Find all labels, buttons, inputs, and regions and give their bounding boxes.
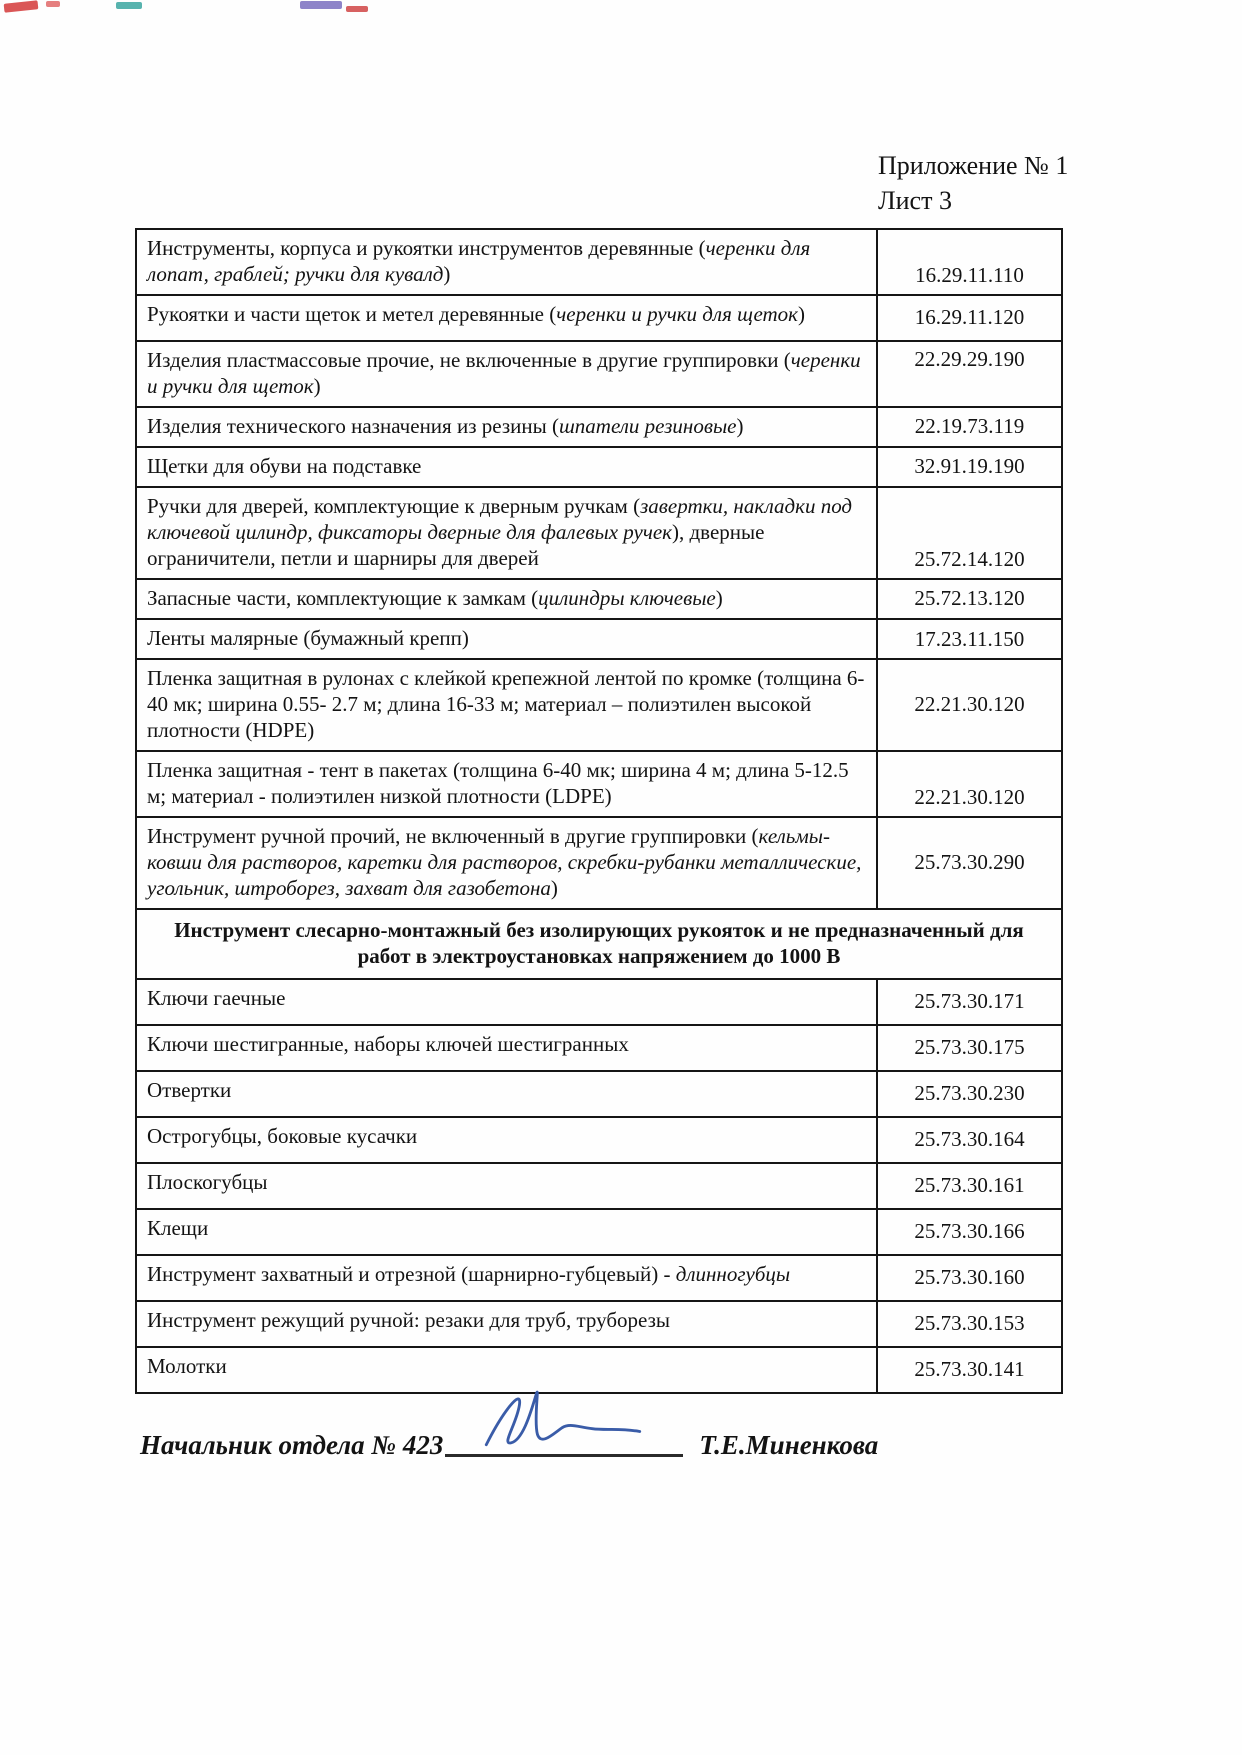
item-code: 25.73.30.160 (877, 1255, 1062, 1301)
table-row (136, 1209, 1062, 1255)
table-row (136, 229, 1062, 295)
signature-icon (473, 1382, 653, 1464)
item-description (136, 1255, 877, 1301)
scan-artifact (116, 2, 142, 9)
table-row (136, 579, 1062, 619)
description-segment: Рукоятки и части щеток и метел деревянные ( (147, 302, 557, 326)
item-description (136, 295, 877, 341)
item-description (136, 1301, 877, 1347)
signature-line (445, 1448, 683, 1457)
signature-stroke (487, 1392, 640, 1445)
table-row (136, 1025, 1062, 1071)
item-description (136, 1071, 877, 1117)
table-row (136, 1071, 1062, 1117)
appendix-header (878, 148, 1068, 218)
item-description (136, 1025, 877, 1071)
item-code: 25.73.30.161 (877, 1163, 1062, 1209)
item-code: 25.72.14.120 (877, 487, 1062, 579)
description-segment: Пленка защитная - тент в пакетах (толщина 6-40 мк; ширина 4 м; длина 5-12.5 м; материал - полиэтилен низкой плотности (LDPE) (147, 758, 849, 808)
codes-table-body (136, 229, 1062, 1393)
item-description (136, 229, 877, 295)
description-segment-italic: цилиндры ключевые (538, 586, 716, 610)
item-code: 22.29.29.190 (877, 341, 1062, 407)
table-row (136, 659, 1062, 751)
description-segment: Ручки для дверей, комплектующие к дверным ручкам ( (147, 494, 641, 518)
item-code: 25.72.13.120 (877, 579, 1062, 619)
signer-title: Начальник отдела № 423 (140, 1430, 444, 1460)
description-segment: Ключи гаечные (147, 986, 286, 1010)
item-code: 25.73.30.164 (877, 1117, 1062, 1163)
description-segment: ) (443, 262, 451, 286)
scan-artifact (300, 1, 342, 9)
item-code: 16.29.11.110 (877, 229, 1062, 295)
description-segment: Клещи (147, 1216, 209, 1240)
description-segment: Щетки для обуви на подставке (147, 454, 422, 478)
sheet-number-line: Лист 3 (878, 186, 952, 216)
description-segment: ) (798, 302, 805, 326)
item-code: 25.73.30.230 (877, 1071, 1062, 1117)
item-description (136, 341, 877, 407)
section-header-row (136, 909, 1062, 979)
description-segment: Инструмент захватный и отрезной (шарнирно-губцевый) - (147, 1262, 676, 1286)
description-segment: ) (550, 876, 558, 900)
item-code: 25.73.30.171 (877, 979, 1062, 1025)
table-row (136, 341, 1062, 407)
item-description (136, 447, 877, 487)
description-segment: Плоскогубцы (147, 1170, 268, 1194)
item-code: 16.29.11.120 (877, 295, 1062, 341)
table-row (136, 619, 1062, 659)
item-code: 25.73.30.175 (877, 1025, 1062, 1071)
item-description (136, 979, 877, 1025)
description-segment: Ленты малярные (бумажный крепп) (147, 626, 469, 650)
description-segment: ) (715, 586, 723, 610)
item-description (136, 1163, 877, 1209)
item-code: 17.23.11.150 (877, 619, 1062, 659)
description-segment: Инструмент режущий ручной: резаки для труб, труборезы (147, 1308, 671, 1332)
table-row (136, 1117, 1062, 1163)
description-segment: Отвертки (147, 1078, 232, 1102)
description-segment-italic: шпатели резиновые (558, 414, 737, 438)
item-description (136, 659, 877, 751)
item-code: 22.21.30.120 (877, 659, 1062, 751)
description-segment-italic: длинногубцы (675, 1262, 791, 1286)
table-row (136, 487, 1062, 579)
description-segment-italic: черенки и ручки для щеток (556, 302, 798, 326)
signer-name: Т.Е.Миненкова (699, 1430, 879, 1460)
table-row (136, 979, 1062, 1025)
table-row (136, 1163, 1062, 1209)
description-segment-italic: кельмы-ковши для растворов, каретки для растворов, скребки-рубанки металлические, угольник, штроборез, захват для газобетона (147, 824, 862, 900)
description-segment-italic: завертки, накладки под ключевой цилиндр, фиксаторы дверные для фалевых ручек (147, 494, 853, 544)
signature-block (140, 1430, 878, 1461)
description-segment: Изделия технического назначения из резины ( (147, 414, 559, 438)
description-segment: ) (313, 374, 321, 398)
description-segment: Инструменты, корпуса и рукоятки инструментов деревянные ( (147, 236, 706, 260)
table-row (136, 751, 1062, 817)
description-segment: ), дверные ограничители, петли и шарниры для дверей (147, 520, 765, 570)
item-description (136, 1209, 877, 1255)
table-row (136, 407, 1062, 447)
item-description (136, 579, 877, 619)
item-description (136, 487, 877, 579)
item-code: 25.73.30.141 (877, 1347, 1062, 1393)
description-segment: Пленка защитная в рулонах с клейкой крепежной лентой по кромке (толщина 6-40 мк; ширина 0.55- 2.7 м; длина 16-33 м; материал – полиэтилен высокой плотности (HDPE) (147, 666, 865, 742)
description-segment: ) (736, 414, 744, 438)
item-code: 25.73.30.153 (877, 1301, 1062, 1347)
item-code: 25.73.30.166 (877, 1209, 1062, 1255)
description-segment-italic: черенки для лопат, граблей; ручки для кувалд (147, 236, 811, 286)
item-description (136, 817, 877, 909)
table-row (136, 295, 1062, 341)
item-code: 22.19.73.119 (877, 407, 1062, 447)
table-row (136, 1255, 1062, 1301)
item-code: 22.21.30.120 (877, 751, 1062, 817)
description-segment: Острогубцы, боковые кусачки (147, 1124, 418, 1148)
scan-artifact (4, 0, 39, 13)
scan-artifact (346, 6, 368, 12)
item-code: 25.73.30.290 (877, 817, 1062, 909)
item-description (136, 407, 877, 447)
description-segment: Молотки (147, 1354, 227, 1378)
section-title: Инструмент слесарно-монтажный без изолирующих рукояток и не предназначенный для работ в электроустановках напряжением до 1000 В (136, 909, 1062, 979)
table-row (136, 817, 1062, 909)
description-segment: Изделия пластмассовые прочие, не включенные в другие группировки ( (147, 348, 791, 372)
item-description (136, 1117, 877, 1163)
table-row (136, 1301, 1062, 1347)
description-segment: Ключи шестигранные, наборы ключей шестигранных (147, 1032, 629, 1056)
scan-artifact (46, 1, 60, 7)
description-segment: Инструмент ручной прочий, не включенный в другие группировки ( (147, 824, 759, 848)
item-code: 32.91.19.190 (877, 447, 1062, 487)
table-row (136, 447, 1062, 487)
description-segment-italic: черенки и ручки для щеток (147, 348, 861, 398)
item-description (136, 619, 877, 659)
item-description (136, 751, 877, 817)
description-segment: Запасные части, комплектующие к замкам ( (147, 586, 539, 610)
appendix-number-line: Приложение № 1 (878, 151, 1069, 180)
codes-table (135, 228, 1063, 1394)
